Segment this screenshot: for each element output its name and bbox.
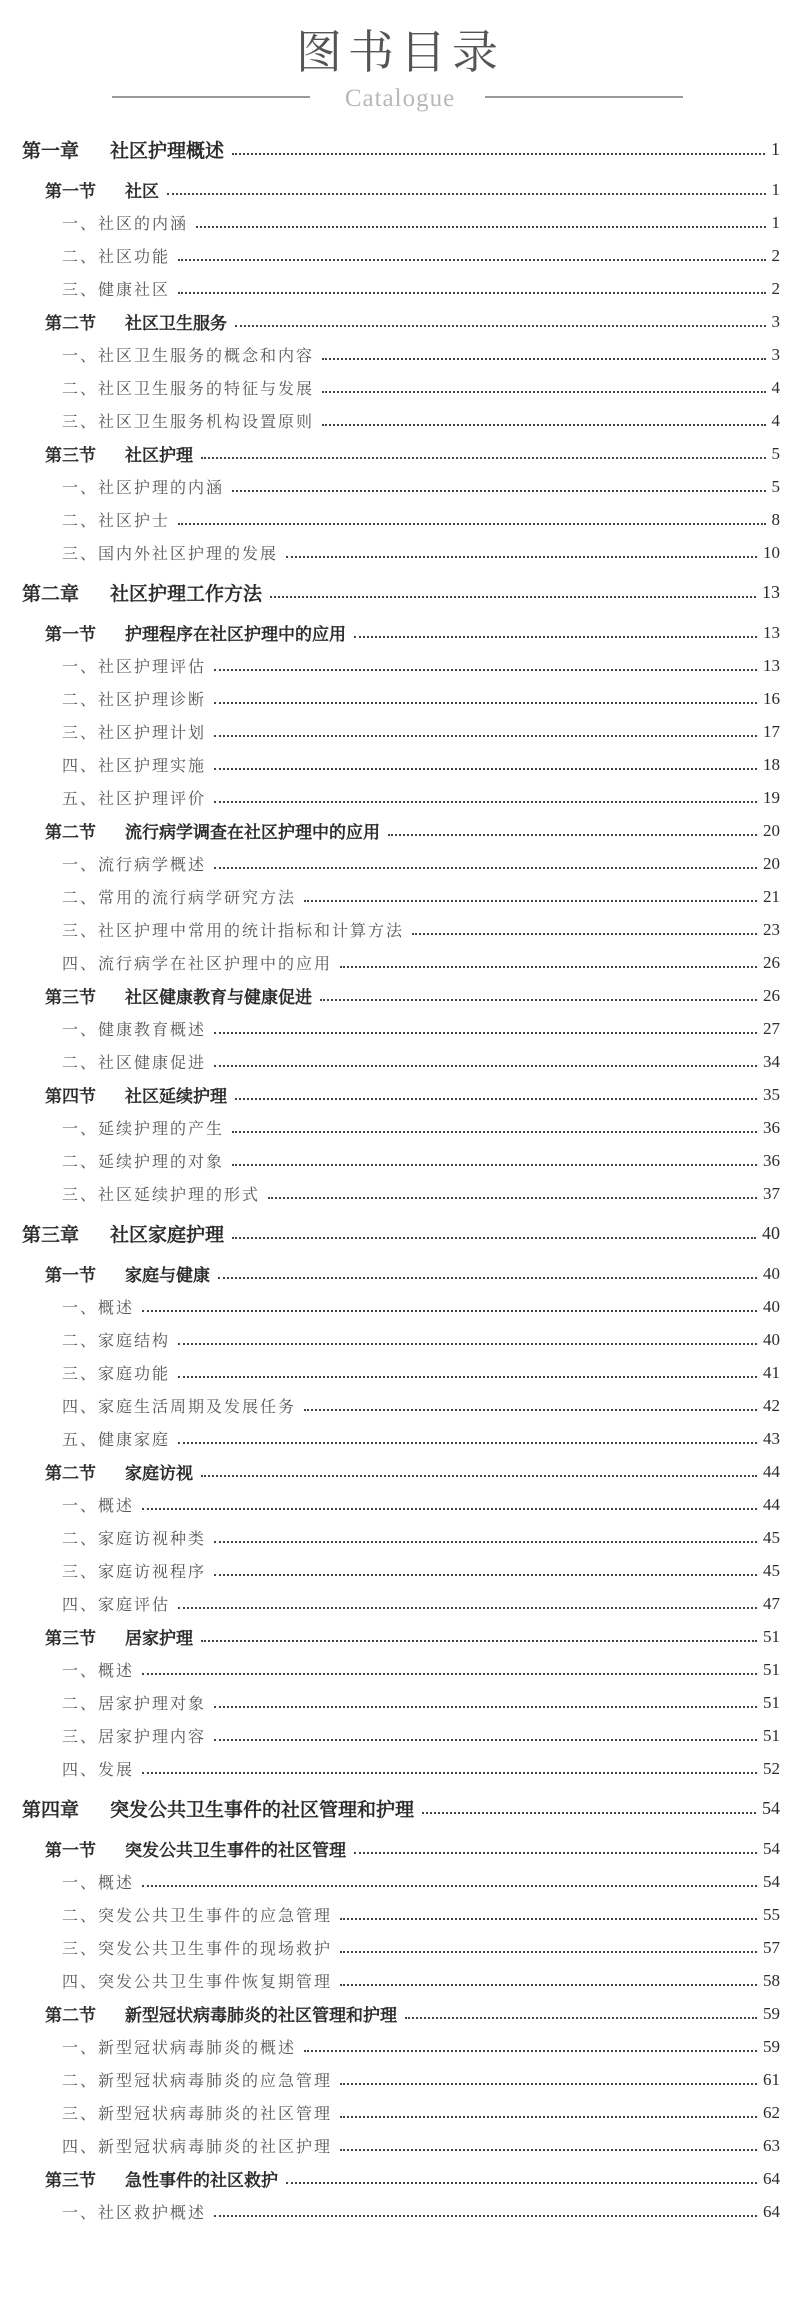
toc-item-entry[interactable]	[0, 880, 800, 913]
toc-item-entry[interactable]	[0, 946, 800, 979]
page-number: 63	[763, 2135, 780, 2155]
dot-leader	[340, 1918, 757, 1920]
dot-leader	[405, 2017, 757, 2019]
toc-section-entry[interactable]	[0, 616, 800, 649]
page-number: 51	[763, 1659, 780, 1679]
page-number: 26	[763, 985, 780, 1005]
dot-leader	[232, 1164, 757, 1166]
page-number: 43	[763, 1428, 780, 1448]
page-number: 13	[763, 622, 780, 642]
header	[0, 0, 800, 118]
toc-item-entry[interactable]	[0, 715, 800, 748]
item-title: 一、概述	[62, 1298, 135, 1317]
page-number: 35	[763, 1084, 780, 1104]
chapter-title: 社区护理概述	[110, 140, 225, 162]
page-number: 8	[771, 509, 780, 529]
section-number: 第一节	[45, 1266, 96, 1286]
item-title: 四、家庭生活周期及发展任务	[62, 1397, 297, 1416]
dot-leader	[322, 424, 765, 426]
page-number: 59	[763, 2036, 780, 2056]
toc-section-entry[interactable]	[0, 1257, 800, 1290]
dot-leader	[235, 325, 766, 327]
item-title: 三、健康社区	[62, 280, 171, 299]
dot-leader	[201, 1640, 757, 1642]
toc-item-entry[interactable]	[0, 1045, 800, 1078]
section-heading	[45, 983, 312, 1008]
item-title: 二、居家护理对象	[62, 1694, 207, 1713]
dot-leader	[201, 1475, 757, 1477]
toc-section-entry[interactable]	[0, 437, 800, 470]
page-number: 61	[763, 2069, 780, 2089]
item-title: 一、社区护理的内涵	[62, 478, 225, 497]
page-number: 51	[763, 1692, 780, 1712]
section-number: 第三节	[45, 988, 96, 1008]
item-title: 二、家庭访视种类	[62, 1529, 207, 1548]
chapter-heading	[22, 136, 224, 163]
dot-leader	[340, 2116, 757, 2118]
page-number: 40	[763, 1296, 780, 1316]
page-number: 54	[763, 1838, 780, 1858]
item-title: 二、家庭结构	[62, 1331, 171, 1350]
dot-leader	[214, 768, 757, 770]
chapter-heading	[22, 1220, 224, 1247]
page-number: 44	[763, 1461, 780, 1481]
section-heading	[45, 177, 159, 202]
toc-item-entry[interactable]	[0, 2063, 800, 2096]
page-number: 34	[763, 1051, 780, 1071]
item-title: 一、新型冠状病毒肺炎的概述	[62, 2038, 297, 2057]
dot-leader	[232, 1131, 757, 1133]
toc-item-entry[interactable]	[0, 1177, 800, 1210]
dot-leader	[354, 636, 757, 638]
toc-section-entry[interactable]	[0, 173, 800, 206]
item-title: 二、社区功能	[62, 247, 171, 266]
item-title: 一、延续护理的产生	[62, 1119, 225, 1138]
page-number: 37	[763, 1183, 780, 1203]
item-title: 二、延续护理的对象	[62, 1152, 225, 1171]
toc-item-entry[interactable]	[0, 1964, 800, 1997]
section-heading	[45, 620, 346, 645]
toc-chapter-entry[interactable]	[0, 1785, 800, 1832]
item-title: 三、居家护理内容	[62, 1727, 207, 1746]
toc-item-entry[interactable]	[0, 1752, 800, 1785]
page-number: 44	[763, 1494, 780, 1514]
section-number: 第三节	[45, 1629, 96, 1649]
page-number: 62	[763, 2102, 780, 2122]
toc-item-entry[interactable]	[0, 1488, 800, 1521]
page-number: 5	[771, 476, 780, 496]
page-number: 10	[763, 542, 780, 562]
page-number: 40	[763, 1329, 780, 1349]
toc-item-entry[interactable]	[0, 2096, 800, 2129]
section-title: 家庭与健康	[125, 1266, 210, 1286]
toc-section-entry[interactable]	[0, 1455, 800, 1488]
page-number: 64	[763, 2201, 780, 2221]
chapter-number: 第四章	[22, 1799, 80, 1821]
chapter-number: 第三章	[22, 1224, 80, 1246]
toc-item-entry[interactable]	[0, 404, 800, 437]
page-number: 58	[763, 1970, 780, 1990]
section-number: 第三节	[45, 2171, 96, 2191]
toc-item-entry[interactable]	[0, 913, 800, 946]
section-heading	[45, 309, 227, 334]
page-number: 47	[763, 1593, 780, 1613]
toc-item-entry[interactable]	[0, 1653, 800, 1686]
section-number: 第二节	[45, 823, 96, 843]
page-number: 59	[763, 2003, 780, 2023]
section-number: 第四节	[45, 1087, 96, 1107]
page-number: 1	[771, 179, 780, 199]
dot-leader	[232, 153, 765, 155]
page-number: 21	[763, 886, 780, 906]
page-number: 55	[763, 1904, 780, 1924]
section-title: 社区护理	[125, 446, 193, 466]
item-title: 一、概述	[62, 1873, 135, 1892]
page-number: 5	[771, 443, 780, 463]
dot-leader	[142, 1508, 757, 1510]
dot-leader	[196, 226, 765, 228]
item-title: 三、社区卫生服务机构设置原则	[62, 412, 315, 431]
toc-chapter-entry[interactable]	[0, 126, 800, 173]
section-title: 突发公共卫生事件的社区管理	[125, 1841, 346, 1861]
section-number: 第一节	[45, 625, 96, 645]
page-number: 51	[763, 1626, 780, 1646]
dot-leader	[178, 1376, 757, 1378]
chapter-title: 社区家庭护理	[110, 1224, 225, 1246]
section-title: 家庭访视	[125, 1464, 193, 1484]
item-title: 一、社区救护概述	[62, 2203, 207, 2222]
item-title: 三、新型冠状病毒肺炎的社区管理	[62, 2104, 333, 2123]
page-number: 26	[763, 952, 780, 972]
page-number: 40	[763, 1263, 780, 1283]
section-title: 社区健康教育与健康促进	[125, 988, 312, 1008]
dot-leader	[268, 1197, 757, 1199]
dot-leader	[218, 1277, 757, 1279]
page-number: 3	[771, 344, 780, 364]
toc-item-entry[interactable]	[0, 1719, 800, 1752]
page-number: 64	[763, 2168, 780, 2188]
item-title: 三、社区护理计划	[62, 723, 207, 742]
dot-leader	[214, 1032, 757, 1034]
section-heading	[45, 1836, 346, 1861]
item-title: 二、突发公共卫生事件的应急管理	[62, 1906, 333, 1925]
section-heading	[45, 1624, 193, 1649]
page-number: 52	[763, 1758, 780, 1778]
item-title: 三、家庭访视程序	[62, 1562, 207, 1581]
section-title: 社区	[125, 182, 159, 202]
section-heading	[45, 818, 380, 843]
item-title: 四、家庭评估	[62, 1595, 171, 1614]
toc-item-entry[interactable]	[0, 503, 800, 536]
item-title: 三、社区延续护理的形式	[62, 1185, 261, 1204]
dot-leader	[286, 2182, 757, 2184]
page-number: 1	[771, 139, 780, 159]
page-number: 36	[763, 1117, 780, 1137]
dot-leader	[178, 523, 765, 525]
toc-item-entry[interactable]	[0, 1422, 800, 1455]
dot-leader	[322, 358, 765, 360]
toc-item-entry[interactable]	[0, 272, 800, 305]
dot-leader	[340, 2083, 757, 2085]
toc-item-entry[interactable]	[0, 847, 800, 880]
item-title: 一、社区的内涵	[62, 214, 189, 233]
section-title: 护理程序在社区护理中的应用	[125, 625, 346, 645]
dot-leader	[422, 1812, 756, 1814]
dot-leader	[214, 801, 757, 803]
item-title: 一、概述	[62, 1496, 135, 1515]
toc-item-entry[interactable]	[0, 536, 800, 569]
dot-leader	[214, 702, 757, 704]
page-number: 51	[763, 1725, 780, 1745]
item-title: 五、健康家庭	[62, 1430, 171, 1449]
toc-section-entry[interactable]	[0, 1832, 800, 1865]
page-number: 19	[763, 787, 780, 807]
dot-leader	[142, 1772, 757, 1774]
item-title: 三、家庭功能	[62, 1364, 171, 1383]
page-number: 13	[763, 655, 780, 675]
toc-item-entry[interactable]	[0, 2195, 800, 2228]
toc-item-entry[interactable]	[0, 1587, 800, 1620]
toc-item-entry[interactable]	[0, 682, 800, 715]
chapter-number: 第一章	[22, 140, 80, 162]
dot-leader	[232, 1237, 756, 1239]
page-number: 20	[763, 820, 780, 840]
toc-item-entry[interactable]	[0, 1012, 800, 1045]
dot-leader	[178, 1343, 757, 1345]
chapter-title: 社区护理工作方法	[110, 583, 263, 605]
toc-section-entry[interactable]	[0, 814, 800, 847]
toc-item-entry[interactable]	[0, 239, 800, 272]
page-number: 1	[771, 212, 780, 232]
dot-leader	[214, 1541, 757, 1543]
item-title: 一、流行病学概述	[62, 855, 207, 874]
toc-item-entry[interactable]	[0, 1323, 800, 1356]
page-number: 18	[763, 754, 780, 774]
page-number: 20	[763, 853, 780, 873]
dot-leader	[178, 292, 765, 294]
table-of-contents	[0, 126, 800, 2228]
toc-item-entry[interactable]	[0, 1111, 800, 1144]
section-heading	[45, 1261, 210, 1286]
dot-leader	[178, 259, 765, 261]
section-title: 社区卫生服务	[125, 314, 227, 334]
dot-leader	[322, 391, 765, 393]
section-number: 第三节	[45, 446, 96, 466]
section-title: 社区延续护理	[125, 1087, 227, 1107]
toc-item-entry[interactable]	[0, 1931, 800, 1964]
section-number: 第一节	[45, 182, 96, 202]
page-number: 57	[763, 1937, 780, 1957]
dot-leader	[214, 1739, 757, 1741]
toc-section-entry[interactable]	[0, 1078, 800, 1111]
section-title: 新型冠状病毒肺炎的社区管理和护理	[125, 2006, 397, 2026]
toc-chapter-entry[interactable]	[0, 569, 800, 616]
chapter-heading	[22, 1795, 414, 1822]
dot-leader	[142, 1673, 757, 1675]
toc-item-entry[interactable]	[0, 1356, 800, 1389]
page-number: 54	[762, 1798, 780, 1818]
toc-item-entry[interactable]	[0, 338, 800, 371]
dot-leader	[214, 1574, 757, 1576]
dot-leader	[178, 1607, 757, 1609]
toc-item-entry[interactable]	[0, 1898, 800, 1931]
page-number: 40	[762, 1223, 780, 1243]
page-number: 2	[771, 245, 780, 265]
toc-item-entry[interactable]	[0, 1554, 800, 1587]
item-title: 一、健康教育概述	[62, 1020, 207, 1039]
toc-item-entry[interactable]	[0, 470, 800, 503]
dot-leader	[304, 900, 757, 902]
page-number: 4	[771, 410, 780, 430]
dot-leader	[167, 193, 766, 195]
dot-leader	[214, 735, 757, 737]
page-title: 图书目录	[296, 25, 504, 79]
toc-item-entry[interactable]	[0, 371, 800, 404]
page-number: 23	[763, 919, 780, 939]
dot-leader	[232, 490, 765, 492]
section-heading	[45, 441, 193, 466]
toc-item-entry[interactable]	[0, 1290, 800, 1323]
section-heading	[45, 2166, 278, 2191]
toc-section-entry[interactable]	[0, 979, 800, 1012]
dot-leader	[286, 556, 757, 558]
toc-item-entry[interactable]	[0, 206, 800, 239]
chapter-number: 第二章	[22, 583, 80, 605]
dot-leader	[214, 1706, 757, 1708]
dot-leader	[304, 2050, 757, 2052]
section-number: 第二节	[45, 314, 96, 334]
toc-item-entry[interactable]	[0, 748, 800, 781]
item-title: 二、社区护理诊断	[62, 690, 207, 709]
dot-leader	[214, 2215, 757, 2217]
section-number: 第一节	[45, 1841, 96, 1861]
dot-leader	[320, 999, 757, 1001]
toc-item-entry[interactable]	[0, 781, 800, 814]
page-number: 45	[763, 1527, 780, 1547]
page-number: 3	[771, 311, 780, 331]
dot-leader	[235, 1098, 757, 1100]
item-title: 三、突发公共卫生事件的现场救护	[62, 1939, 333, 1958]
title-rule-right	[485, 96, 683, 98]
page-number: 42	[763, 1395, 780, 1415]
dot-leader	[354, 1852, 757, 1854]
toc-item-entry[interactable]	[0, 2030, 800, 2063]
dot-leader	[214, 867, 757, 869]
item-title: 二、新型冠状病毒肺炎的应急管理	[62, 2071, 333, 2090]
dot-leader	[340, 1984, 757, 1986]
page-number: 54	[763, 1871, 780, 1891]
page-number: 27	[763, 1018, 780, 1038]
item-title: 二、社区健康促进	[62, 1053, 207, 1072]
page-number: 41	[763, 1362, 780, 1382]
item-title: 一、社区卫生服务的概念和内容	[62, 346, 315, 365]
toc-section-entry[interactable]	[0, 1997, 800, 2030]
item-title: 五、社区护理评价	[62, 789, 207, 808]
section-heading	[45, 1459, 193, 1484]
item-title: 四、社区护理实施	[62, 756, 207, 775]
item-title: 二、常用的流行病学研究方法	[62, 888, 297, 907]
dot-leader	[340, 2149, 757, 2151]
toc-item-entry[interactable]	[0, 1865, 800, 1898]
dot-leader	[178, 1442, 757, 1444]
chapter-heading	[22, 579, 262, 606]
toc-item-entry[interactable]	[0, 1144, 800, 1177]
item-title: 二、社区卫生服务的特征与发展	[62, 379, 315, 398]
toc-item-entry[interactable]	[0, 2129, 800, 2162]
dot-leader	[270, 596, 756, 598]
page-number: 36	[763, 1150, 780, 1170]
page-number: 13	[762, 582, 780, 602]
item-title: 二、社区护士	[62, 511, 171, 530]
toc-section-entry[interactable]	[0, 1620, 800, 1653]
section-title: 急性事件的社区救护	[125, 2171, 278, 2191]
page-number: 16	[763, 688, 780, 708]
section-title: 流行病学调查在社区护理中的应用	[125, 823, 380, 843]
toc-chapter-entry[interactable]	[0, 1210, 800, 1257]
item-title: 三、国内外社区护理的发展	[62, 544, 279, 563]
dot-leader	[340, 1951, 757, 1953]
section-heading	[45, 2001, 397, 2026]
item-title: 一、社区护理评估	[62, 657, 207, 676]
section-number: 第二节	[45, 1464, 96, 1484]
dot-leader	[388, 834, 757, 836]
section-title: 居家护理	[125, 1629, 193, 1649]
dot-leader	[214, 1065, 757, 1067]
toc-section-entry[interactable]	[0, 305, 800, 338]
toc-item-entry[interactable]	[0, 649, 800, 682]
item-title: 四、新型冠状病毒肺炎的社区护理	[62, 2137, 333, 2156]
dot-leader	[201, 457, 766, 459]
dot-leader	[340, 966, 757, 968]
dot-leader	[412, 933, 757, 935]
toc-section-entry[interactable]	[0, 2162, 800, 2195]
page-number: 2	[771, 278, 780, 298]
item-title: 四、发展	[62, 1760, 135, 1779]
page-number: 45	[763, 1560, 780, 1580]
item-title: 四、流行病学在社区护理中的应用	[62, 954, 333, 973]
section-heading	[45, 1082, 227, 1107]
toc-item-entry[interactable]	[0, 1686, 800, 1719]
chapter-title: 突发公共卫生事件的社区管理和护理	[110, 1799, 415, 1821]
toc-item-entry[interactable]	[0, 1521, 800, 1554]
toc-item-entry[interactable]	[0, 1389, 800, 1422]
dot-leader	[142, 1310, 757, 1312]
dot-leader	[142, 1885, 757, 1887]
page-number: 17	[763, 721, 780, 741]
item-title: 四、突发公共卫生事件恢复期管理	[62, 1972, 333, 1991]
item-title: 一、概述	[62, 1661, 135, 1680]
page-number: 4	[771, 377, 780, 397]
item-title: 三、社区护理中常用的统计指标和计算方法	[62, 921, 405, 940]
page-subtitle: Catalogue	[344, 85, 456, 112]
dot-leader	[304, 1409, 757, 1411]
section-number: 第二节	[45, 2006, 96, 2026]
dot-leader	[214, 669, 757, 671]
